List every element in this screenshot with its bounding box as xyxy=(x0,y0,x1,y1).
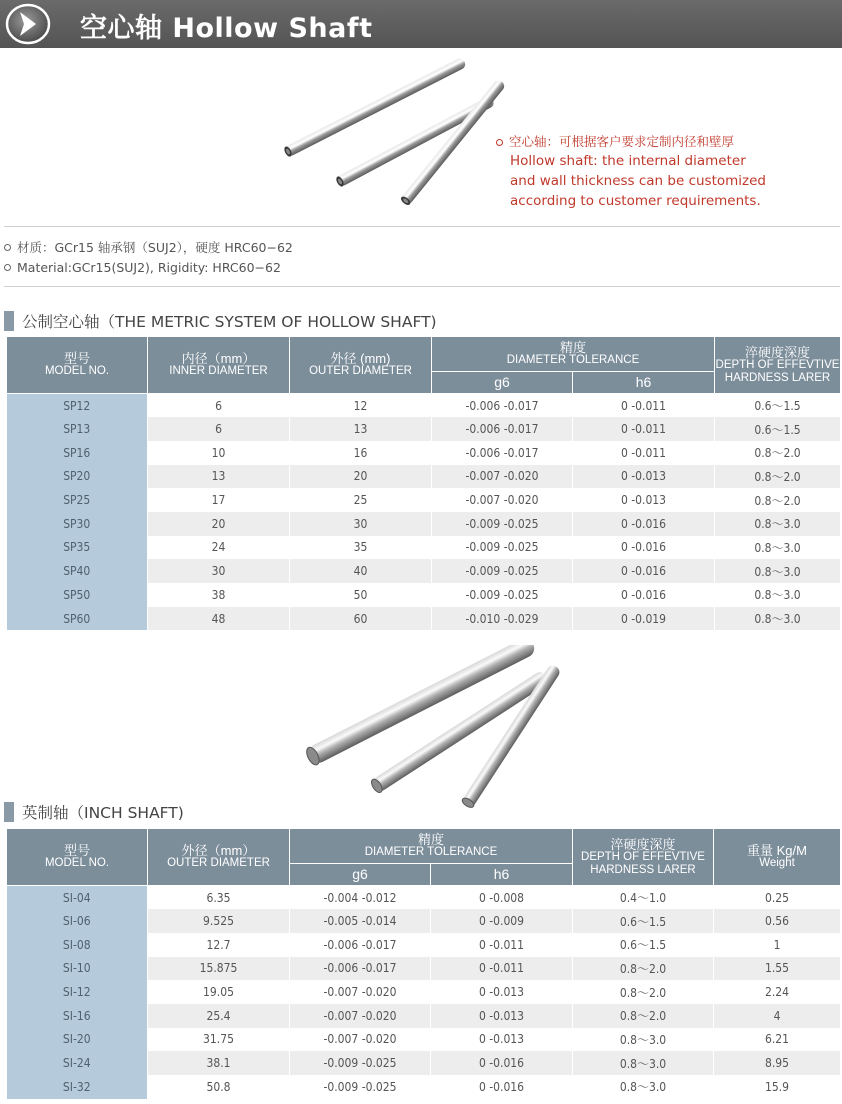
cell-weight: 1.55 xyxy=(714,957,841,981)
cell-outer: 13 xyxy=(290,417,432,441)
cell-inner: 17 xyxy=(148,488,290,512)
cell-model: SP20 xyxy=(7,465,148,489)
table-row xyxy=(7,536,841,560)
cell-model: SI-04 xyxy=(7,886,148,910)
cell-h6: 0 -0.011 xyxy=(573,394,715,418)
cell-depth: 0.6～1.5 xyxy=(715,394,841,418)
cell-model: SI-20 xyxy=(7,1028,148,1052)
col-h6: h6 xyxy=(573,372,715,394)
cell-weight: 6.21 xyxy=(714,1028,841,1052)
cell-g6: -0.004 -0.012 xyxy=(290,886,431,910)
cell-depth: 0.8～3.0 xyxy=(573,1028,714,1052)
table-row xyxy=(7,1028,841,1052)
cell-outer: 12.7 xyxy=(148,933,290,957)
cell-model: SP50 xyxy=(7,583,148,607)
section-marker xyxy=(4,311,14,331)
chevron-right-icon xyxy=(5,3,51,45)
cell-depth: 0.8～3.0 xyxy=(573,1051,714,1075)
cell-model: SP16 xyxy=(7,441,148,465)
circle-bullet-icon xyxy=(4,244,11,251)
cell-h6: 0 -0.013 xyxy=(573,465,715,489)
cell-g6: -0.009 -0.025 xyxy=(432,559,573,583)
cell-model: SP13 xyxy=(7,417,148,441)
cell-model: SI-24 xyxy=(7,1051,148,1075)
cell-outer: 6.35 xyxy=(148,886,290,910)
cell-h6: 0 -0.011 xyxy=(431,957,573,981)
cell-outer: 31.75 xyxy=(148,1028,290,1052)
cell-h6: 0 -0.008 xyxy=(431,886,573,910)
material-en-text: Material:GCr15(SUJ2), Rigidity: HRC60−62 xyxy=(17,260,281,275)
cell-weight: 1 xyxy=(714,933,841,957)
cell-h6: 0 -0.009 xyxy=(431,909,573,933)
cell-g6: -0.009 -0.025 xyxy=(290,1051,431,1075)
table-row xyxy=(7,957,841,981)
inch-section-title-text: 英制轴（INCH SHAFT) xyxy=(22,804,184,822)
cell-outer: 20 xyxy=(290,465,432,489)
cell-h6: 0 -0.013 xyxy=(573,488,715,512)
cell-inner: 24 xyxy=(148,536,290,560)
col-inner-diameter: 内径（mm） INNER DIAMETER xyxy=(148,337,290,394)
solid-shaft-image xyxy=(290,645,580,815)
cell-weight: 2.24 xyxy=(714,980,841,1004)
divider xyxy=(4,226,840,227)
circle-bullet-icon xyxy=(4,264,11,271)
metric-section-title-text: 公制空心轴（THE METRIC SYSTEM OF HOLLOW SHAFT) xyxy=(22,313,437,331)
cell-g6: -0.007 -0.020 xyxy=(432,465,573,489)
cell-depth: 0.6～1.5 xyxy=(715,417,841,441)
table-row xyxy=(7,909,841,933)
cell-model: SP12 xyxy=(7,394,148,418)
cell-g6: -0.007 -0.020 xyxy=(432,488,573,512)
cell-inner: 20 xyxy=(148,512,290,536)
cell-model: SP35 xyxy=(7,536,148,560)
table-row xyxy=(7,583,841,607)
col-tolerance: 精度 DIAMETER TOLERANCE xyxy=(432,337,715,372)
cell-h6: 0 -0.016 xyxy=(431,1075,573,1099)
table-row xyxy=(7,1004,841,1028)
cell-depth: 0.6～1.5 xyxy=(573,909,714,933)
cell-depth: 0.6～1.5 xyxy=(573,933,714,957)
metric-table xyxy=(6,336,841,630)
cell-model: SI-10 xyxy=(7,957,148,981)
cell-g6: -0.005 -0.014 xyxy=(290,909,431,933)
cell-inner: 6 xyxy=(148,394,290,418)
cell-h6: 0 -0.013 xyxy=(431,980,573,1004)
cell-weight: 0.25 xyxy=(714,886,841,910)
cell-outer: 60 xyxy=(290,607,432,631)
col-h6: h6 xyxy=(431,864,573,886)
cell-g6: -0.006 -0.017 xyxy=(432,417,573,441)
cell-model: SI-08 xyxy=(7,933,148,957)
cell-depth: 0.8～2.0 xyxy=(715,441,841,465)
cell-h6: 0 -0.016 xyxy=(573,512,715,536)
inch-section-title xyxy=(4,801,184,823)
cell-h6: 0 -0.013 xyxy=(431,1028,573,1052)
cell-g6: -0.006 -0.017 xyxy=(432,394,573,418)
table-row xyxy=(7,559,841,583)
customization-note xyxy=(496,133,796,211)
cell-g6: -0.009 -0.025 xyxy=(432,512,573,536)
cell-depth: 0.4～1.0 xyxy=(573,886,714,910)
cell-model: SI-06 xyxy=(7,909,148,933)
cell-inner: 10 xyxy=(148,441,290,465)
cell-g6: -0.007 -0.020 xyxy=(290,980,431,1004)
cell-h6: 0 -0.016 xyxy=(431,1051,573,1075)
table-row xyxy=(7,417,841,441)
cell-weight: 8.95 xyxy=(714,1051,841,1075)
cell-h6: 0 -0.011 xyxy=(431,933,573,957)
cell-weight: 15.9 xyxy=(714,1075,841,1099)
cell-outer: 16 xyxy=(290,441,432,465)
cell-g6: -0.009 -0.025 xyxy=(432,536,573,560)
col-outer-diameter: 外径 (mm) OUTER DIAMETER xyxy=(290,337,432,394)
table-row xyxy=(7,488,841,512)
cell-outer: 19.05 xyxy=(148,980,290,1004)
cell-model: SP60 xyxy=(7,607,148,631)
col-outer-diameter: 外径（mm） OUTER DIAMETER xyxy=(148,829,290,886)
cell-outer: 40 xyxy=(290,559,432,583)
material-cn xyxy=(4,238,293,256)
col-weight: 重量 Kg/M Weight xyxy=(714,829,841,886)
col-depth: 淬硬度深度 DEPTH OF EFFEVTIVE HARDNESS LARER xyxy=(715,337,841,394)
cell-model: SP40 xyxy=(7,559,148,583)
cell-model: SP30 xyxy=(7,512,148,536)
cell-g6: -0.009 -0.025 xyxy=(432,583,573,607)
table-row xyxy=(7,1075,841,1099)
cell-inner: 6 xyxy=(148,417,290,441)
cell-h6: 0 -0.013 xyxy=(431,1004,573,1028)
cell-outer: 50.8 xyxy=(148,1075,290,1099)
material-cn-text: 材质：GCr15 轴承钢（SUJ2），硬度 HRC60−62 xyxy=(17,240,293,255)
table-row xyxy=(7,394,841,418)
col-g6: g6 xyxy=(290,864,431,886)
col-depth: 淬硬度深度 DEPTH OF EFFEVTIVE HARDNESS LARER xyxy=(573,829,714,886)
cell-h6: 0 -0.016 xyxy=(573,583,715,607)
cell-outer: 50 xyxy=(290,583,432,607)
cell-depth: 0.8～2.0 xyxy=(715,465,841,489)
cell-h6: 0 -0.016 xyxy=(573,559,715,583)
cell-model: SP25 xyxy=(7,488,148,512)
divider xyxy=(4,286,840,287)
cell-h6: 0 -0.011 xyxy=(573,417,715,441)
cell-inner: 13 xyxy=(148,465,290,489)
cell-model: SI-12 xyxy=(7,980,148,1004)
cell-depth: 0.8～2.0 xyxy=(573,1004,714,1028)
cell-depth: 0.8～2.0 xyxy=(573,957,714,981)
note-cn: 空心轴：可根据客户要求定制内径和壁厚 xyxy=(509,134,735,149)
table-row xyxy=(7,933,841,957)
cell-g6: -0.007 -0.020 xyxy=(290,1004,431,1028)
cell-g6: -0.006 -0.017 xyxy=(290,933,431,957)
material-en xyxy=(4,260,281,275)
cell-outer: 30 xyxy=(290,512,432,536)
col-model: 型号 MODEL NO. xyxy=(7,337,148,394)
cell-g6: -0.009 -0.025 xyxy=(290,1075,431,1099)
cell-inner: 38 xyxy=(148,583,290,607)
cell-weight: 4 xyxy=(714,1004,841,1028)
circle-bullet-icon xyxy=(496,139,503,146)
section-marker xyxy=(4,802,14,822)
header-bar xyxy=(0,0,842,48)
table-row xyxy=(7,512,841,536)
cell-outer: 38.1 xyxy=(148,1051,290,1075)
cell-depth: 0.8～3.0 xyxy=(715,559,841,583)
cell-outer: 35 xyxy=(290,536,432,560)
cell-h6: 0 -0.019 xyxy=(573,607,715,631)
table-row xyxy=(7,441,841,465)
cell-h6: 0 -0.016 xyxy=(573,536,715,560)
col-tolerance: 精度 DIAMETER TOLERANCE xyxy=(290,829,573,864)
inch-table xyxy=(6,828,841,1099)
cell-inner: 30 xyxy=(148,559,290,583)
cell-weight: 0.56 xyxy=(714,909,841,933)
cell-outer: 9.525 xyxy=(148,909,290,933)
cell-model: SI-16 xyxy=(7,1004,148,1028)
page-title: 空心轴 Hollow Shaft xyxy=(80,13,373,44)
table-row xyxy=(7,886,841,910)
cell-outer: 12 xyxy=(290,394,432,418)
cell-depth: 0.8～2.0 xyxy=(715,488,841,512)
cell-g6: -0.007 -0.020 xyxy=(290,1028,431,1052)
cell-inner: 48 xyxy=(148,607,290,631)
cell-g6: -0.006 -0.017 xyxy=(290,957,431,981)
cell-depth: 0.8～3.0 xyxy=(715,512,841,536)
col-model: 型号 MODEL NO. xyxy=(7,829,148,886)
table-row xyxy=(7,465,841,489)
cell-depth: 0.8～3.0 xyxy=(573,1075,714,1099)
cell-depth: 0.8～3.0 xyxy=(715,536,841,560)
table-row xyxy=(7,1051,841,1075)
metric-section-title xyxy=(4,310,437,332)
cell-g6: -0.010 -0.029 xyxy=(432,607,573,631)
table-row xyxy=(7,980,841,1004)
note-en-line-1: Hollow shaft: the internal diameter xyxy=(510,153,746,169)
cell-depth: 0.8～3.0 xyxy=(715,583,841,607)
cell-model: SI-32 xyxy=(7,1075,148,1099)
cell-depth: 0.8～2.0 xyxy=(573,980,714,1004)
col-g6: g6 xyxy=(432,372,573,394)
cell-outer: 25 xyxy=(290,488,432,512)
cell-outer: 25.4 xyxy=(148,1004,290,1028)
hollow-shaft-image xyxy=(270,56,530,216)
cell-outer: 15.875 xyxy=(148,957,290,981)
table-row xyxy=(7,607,841,631)
cell-depth: 0.8～3.0 xyxy=(715,607,841,631)
cell-g6: -0.006 -0.017 xyxy=(432,441,573,465)
note-en-line-3: according to customer requirements. xyxy=(510,193,761,209)
note-en-line-2: and wall thickness can be customized xyxy=(510,173,766,189)
cell-h6: 0 -0.011 xyxy=(573,441,715,465)
